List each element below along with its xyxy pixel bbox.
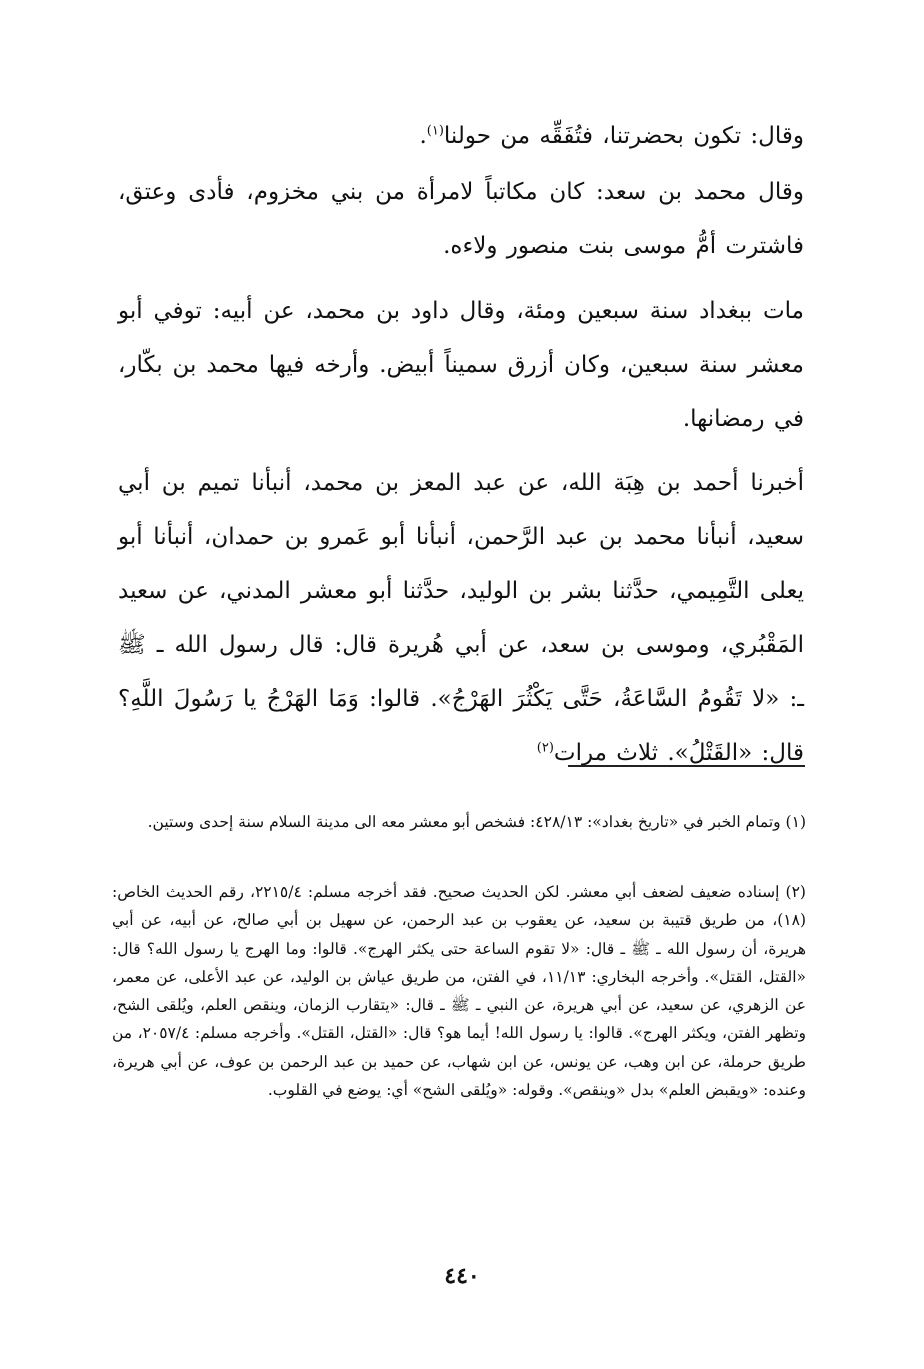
paragraph-4-text: أخبرنا أحمد بن هِبَة الله، عن عبد المعز بن محمد، أنبأنا تميم بن أبي سعيد، أنبأنا محمد بن عبد الرَّحمن، أنبأنا أبو عَمرو بن حمدان، أنبأنا أبو يعلى التَّمِيمي، حدَّثنا بشر بن الوليد، حدَّثنا أبو معشر المدني، عن سعيد المَقْبُري، وموسى بن سعد، عن أبي هُريرة قال: قال رسول الله ـ ﷺ ـ: «لا تَقُومُ السَّاعَةُ، حَتَّى يَكْثُرَ الهَرْجُ». قالوا: وَمَا الهَرْجُ يا رَسُولَ اللَّهِ؟ قال: «القَتْلُ». ثلاث مرات (118, 470, 804, 766)
footnote-2: (٢) إسناده ضعيف لضعف أبي معشر. لكن الحديث صحيح. فقد أخرجه مسلم: ٢٢١٥/٤، رقم الحديث الخاص: (١٨)، من طريق قتيبة بن سعيد، عن يعقوب بن عبد الرحمن، عن سهيل بن أبي صالح، عن أبيه، عن أبي هريرة، أن رسول الله ـ ﷺ ـ قال: «لا تقوم الساعة حتى يكثر الهرج». قالوا: وما الهرج يا رسول الله؟ قال: «القتل، القتل». وأخرجه البخاري: ١١/١٣، في الفتن، من طريق عياش بن الوليد، عن عبد الأعلى، عن معمر، عن الزهري، عن سعيد، عن أبي هريرة، عن النبي ـ ﷺ ـ قال: «يتقارب الزمان، وينقص العلم، ويُلقى الشح، وتظهر الفتن، ويكثر الهرج». قالوا: يا رسول الله! أيما هو؟ قال: «القتل، القتل». وأخرجه مسلم: ٢٠٥٧/٤، من طريق حرملة، عن ابن وهب، عن يونس، عن ابن شهاب، عن حميد بن عبد الرحمن بن عوف، عن أبي هريرة، وعنده: «ويقبض العلم» بدل «وينقص». وقوله: «ويُلقى الشح» أي: يوضع في القلوب. (112, 883, 806, 1100)
paragraph-1: وقال: تكون بحضرتنا، فتُفَقِّه من حولنا$^{(١)}$. (419, 123, 804, 149)
paragraph-1-text: وقال: تكون بحضرتنا، فتُفَقِّه من حولنا (443, 123, 804, 149)
footnote-1: (١) وتمام الخبر في «تاريخ بغداد»: ٤٢٨/١٣: فشخص أبو معشر معه الى مدينة السلام سنة إحدى وستين. (147, 813, 806, 831)
paragraph-3: مات ببغداد سنة سبعين ومئة، وقال داود بن محمد، عن أبيه: توفي أبو معشر سنة سبعين، وكان أزرق سميناً أبيض. وأرخه فيها محمد بن بكّار، في رمضانها. (118, 298, 804, 432)
page-number: ٤٤٠ (444, 1263, 480, 1289)
paragraph-4 (118, 456, 804, 780)
footnote-ref-2: (٢) (536, 740, 554, 756)
footnote-separator (568, 765, 805, 767)
paragraph-2: وقال محمد بن سعد: كان مكاتباً لامرأة من بني مخزوم، فأدى وعتق، فاشترت أمُّ موسى بنت منصور ولاءه. (118, 179, 804, 259)
footnote-ref-1: (١) (426, 123, 444, 139)
